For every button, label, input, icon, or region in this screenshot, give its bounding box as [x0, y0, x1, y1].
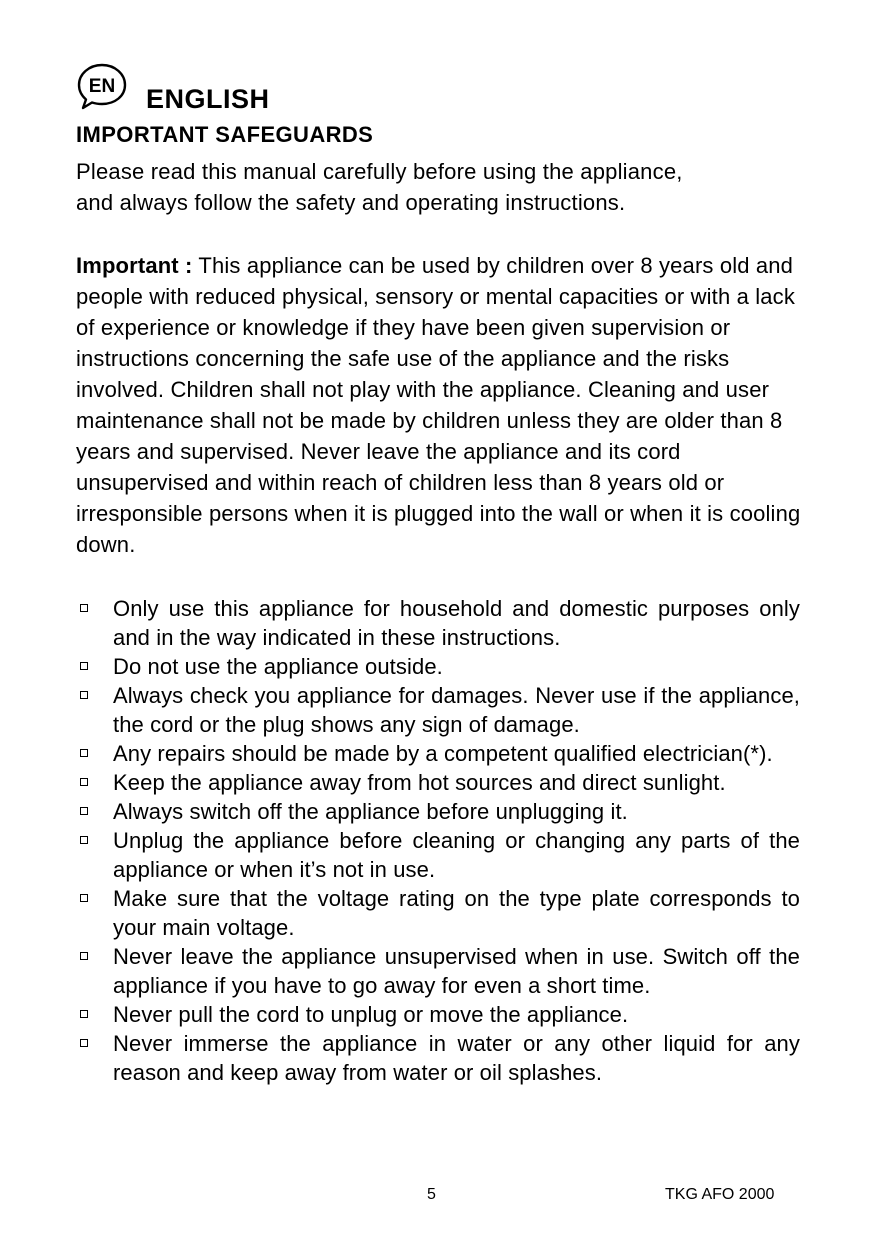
model-code: TKG AFO 2000: [665, 1186, 775, 1203]
checkbox-bullet-icon: [80, 604, 88, 612]
list-item: [76, 652, 800, 681]
checkbox-bullet-icon: [80, 894, 88, 902]
list-item: [76, 942, 800, 1000]
section-heading: IMPORTANT SAFEGUARDS: [76, 122, 374, 147]
list-item: [76, 739, 800, 768]
list-item-text: Keep the appliance away from hot sources and direct sunlight.: [113, 770, 726, 795]
list-item: [76, 797, 800, 826]
list-item-text: Never leave the appliance unsupervised when in use. Switch off the appliance if you have to go away for even a short time.: [113, 944, 800, 998]
intro-paragraph: [76, 156, 806, 218]
important-paragraph: [76, 250, 806, 560]
list-item-text: Always switch off the appliance before unplugging it.: [113, 799, 628, 824]
checkbox-bullet-icon: [80, 749, 88, 757]
checkbox-bullet-icon: [80, 836, 88, 844]
safety-list: [76, 594, 800, 1087]
language-badge-text: EN: [88, 76, 116, 97]
checkbox-bullet-icon: [80, 952, 88, 960]
intro-line: and always follow the safety and operating instructions.: [76, 190, 626, 215]
list-item: [76, 884, 800, 942]
list-item: [76, 1000, 800, 1029]
list-item-text: Always check you appliance for damages. Never use if the appliance, the cord or the plug shows any sign of damage.: [113, 683, 800, 737]
intro-line: Please read this manual carefully before using the appliance,: [76, 159, 683, 184]
checkbox-bullet-icon: [80, 691, 88, 699]
page-number: 5: [427, 1186, 436, 1203]
list-item-text: Any repairs should be made by a competent qualified electrician(*).: [113, 741, 773, 766]
list-item: [76, 681, 800, 739]
checkbox-bullet-icon: [80, 1010, 88, 1018]
checkbox-bullet-icon: [80, 1039, 88, 1047]
list-item-text: Never pull the cord to unplug or move the appliance.: [113, 1002, 629, 1027]
list-item-text: Only use this appliance for household and domestic purposes only and in the way indicated in these instructions.: [113, 596, 800, 650]
list-item-text: Make sure that the voltage rating on the type plate corresponds to your main voltage.: [113, 886, 800, 940]
list-item: [76, 594, 800, 652]
speech-bubble-icon: [76, 62, 128, 112]
important-label: Important :: [76, 253, 193, 278]
list-item-text: Never immerse the appliance in water or any other liquid for any reason and keep away from water or oil splashes.: [113, 1031, 800, 1085]
list-item: [76, 768, 800, 797]
list-item-text: Do not use the appliance outside.: [113, 654, 443, 679]
language-title: ENGLISH: [146, 84, 270, 114]
list-item: [76, 826, 800, 884]
checkbox-bullet-icon: [80, 662, 88, 670]
checkbox-bullet-icon: [80, 807, 88, 815]
list-item-text: Unplug the appliance before cleaning or changing any parts of the appliance or when it’s not in use.: [113, 828, 800, 882]
important-text: This appliance can be used by children over 8 years old and people with reduced physical, sensory or mental capacities or with a lack of experience or knowledge if they have been given supervision or instructions concerning the safe use of the appliance and the risks involved. Children shall not play with the appliance. Cleaning and user maintenance shall not be made by children unless they are older than 8 years and supervised. Never leave the appliance and its cord unsupervised and within reach of children less than 8 years old or irresponsible persons when it is plugged into the wall or when it is cooling down.: [76, 253, 801, 557]
checkbox-bullet-icon: [80, 778, 88, 786]
list-item: [76, 1029, 800, 1087]
